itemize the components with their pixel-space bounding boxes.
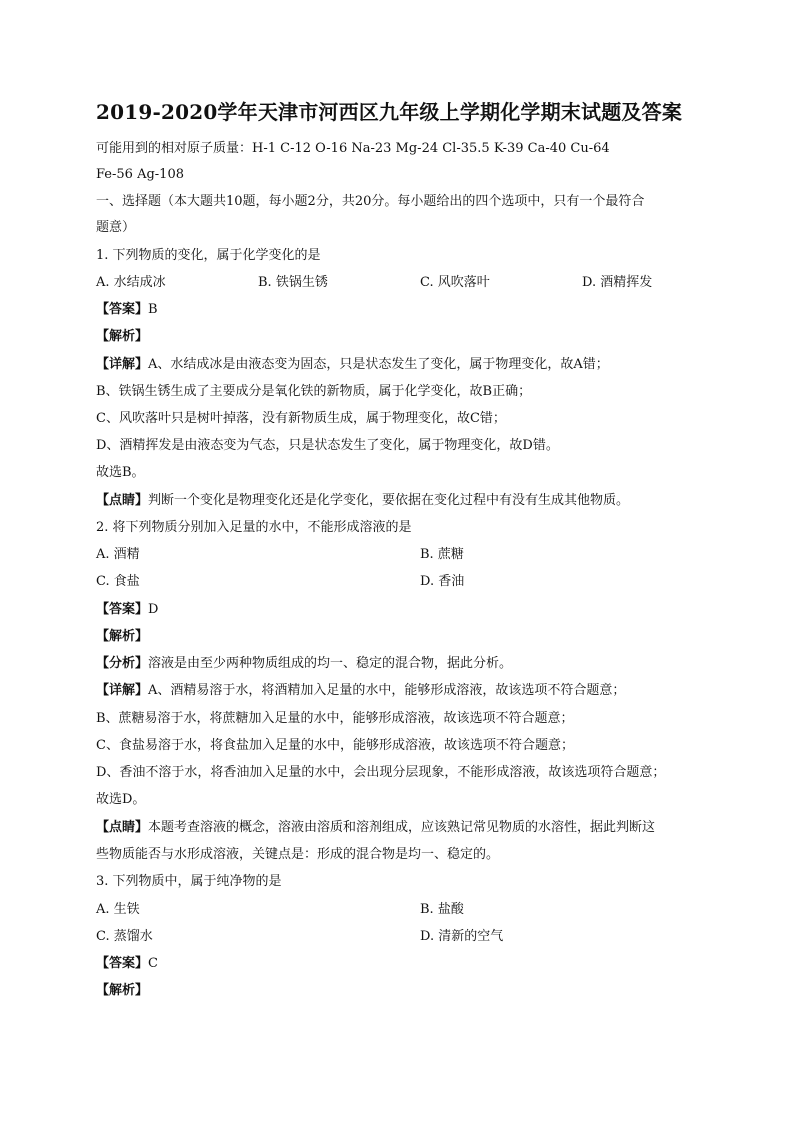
- answer-value: B: [148, 302, 158, 317]
- question-1-conclusion: 故选B。: [96, 465, 145, 480]
- question-2-detail-line-1: [96, 682, 625, 700]
- question-2-option-d: D. 香油: [420, 574, 465, 589]
- question-1-option-b: B. 铁锅生锈: [258, 275, 328, 290]
- answer-value: C: [148, 956, 158, 971]
- question-2-option-b: B. 蔗糖: [420, 547, 464, 562]
- detail-text: A、水结成冰是由液态变为固态，只是状态发生了变化，属于物理变化，故A错；: [148, 357, 609, 372]
- page-title: 2019-2020学年天津市河西区九年级上学期化学期末试题及答案: [96, 100, 683, 124]
- detail-tag: 【详解】: [96, 357, 149, 372]
- question-3-option-c: C. 蒸馏水: [96, 929, 153, 944]
- question-1-option-a: A. 水结成冰: [96, 275, 166, 290]
- question-2-comment-line-2: 些物质能否与水形成溶液，关键点是：形成的混合物是均一、稳定的。: [96, 847, 500, 862]
- detail-tag: 【详解】: [96, 683, 149, 698]
- detail-text: A、酒精易溶于水，将酒精加入足量的水中，能够形成溶液，故该选项不符合题意；: [148, 683, 626, 698]
- question-1-answer: [96, 301, 158, 319]
- answer-value: D: [148, 602, 159, 617]
- question-2-option-a: A. 酒精: [96, 547, 140, 562]
- section-heading-line-1: 一、选择题（本大题共10题，每小题2分，共20分。每小题给出的四个选项中，只有一个最符合: [96, 194, 645, 209]
- answer-tag: 【答案】: [96, 602, 149, 617]
- atomic-masses-line-1: 可能用到的相对原子质量：H-1 C-12 O-16 Na-23 Mg-24 Cl-35.5 K-39 Ca-40 Cu-64: [96, 141, 610, 156]
- question-1-option-d: D. 酒精挥发: [582, 275, 653, 290]
- atomic-masses-line-2: Fe-56 Ag-108: [96, 167, 184, 182]
- question-2-analysis-tag: 【解析】: [96, 629, 149, 644]
- question-2-answer: [96, 601, 158, 619]
- fenxi-tag: 【分析】: [96, 656, 149, 671]
- comment-text: 本题考查溶液的概念，溶液由溶质和溶剂组成，应该熟记常见物质的水溶性，据此判断这: [148, 820, 656, 835]
- question-2-option-c: C. 食盐: [96, 574, 140, 589]
- question-1-comment: [96, 492, 629, 510]
- question-2-fenxi: [96, 655, 512, 673]
- question-2-stem: 2. 将下列物质分别加入足量的水中，不能形成溶液的是: [96, 520, 412, 535]
- question-3-option-a: A. 生铁: [96, 902, 140, 917]
- question-2-detail-line-4: D、香油不溶于水，将香油加入足量的水中，会出现分层现象，不能形成溶液，故该选项符合题意；: [96, 765, 666, 780]
- question-1-detail-line-4: D、酒精挥发是由液态变为气态，只是状态发生了变化，属于物理变化，故D错。: [96, 438, 559, 453]
- section-heading-line-2: 题意）: [96, 220, 136, 235]
- question-3-option-b: B. 盐酸: [420, 902, 464, 917]
- question-2-comment-line-1: [96, 819, 655, 837]
- question-2-detail-line-2: B、蔗糖易溶于水，将蔗糖加入足量的水中，能够形成溶液，故该选项不符合题意；: [96, 711, 574, 726]
- question-3-stem: 3. 下列物质中，属于纯净物的是: [96, 874, 282, 889]
- fenxi-text: 溶液是由至少两种物质组成的均一、稳定的混合物，据此分析。: [148, 656, 513, 671]
- question-1-detail-line-3: C、风吹落叶只是树叶掉落，没有新物质生成，属于物理变化，故C错；: [96, 411, 506, 426]
- question-1-analysis-tag: 【解析】: [96, 329, 149, 344]
- question-1-option-c: C. 风吹落叶: [420, 275, 490, 290]
- question-1-detail-line-1: [96, 356, 609, 374]
- question-2-detail-line-3: C、食盐易溶于水，将食盐加入足量的水中，能够形成溶液，故该选项不符合题意；: [96, 738, 574, 753]
- question-3-answer: [96, 955, 158, 973]
- question-3-option-d: D. 清新的空气: [420, 929, 504, 944]
- question-1-detail-line-2: B、铁锅生锈生成了主要成分是氧化铁的新物质，属于化学变化，故B正确；: [96, 384, 532, 399]
- question-1-stem: 1. 下列物质的变化，属于化学变化的是: [96, 248, 321, 263]
- comment-text: 判断一个变化是物理变化还是化学变化，要依据在变化过程中有没有生成其他物质。: [148, 493, 630, 508]
- answer-tag: 【答案】: [96, 956, 149, 971]
- question-2-conclusion: 故选D。: [96, 792, 146, 807]
- comment-tag: 【点睛】: [96, 493, 149, 508]
- answer-tag: 【答案】: [96, 302, 149, 317]
- question-3-analysis-tag: 【解析】: [96, 983, 149, 998]
- comment-tag: 【点睛】: [96, 820, 149, 835]
